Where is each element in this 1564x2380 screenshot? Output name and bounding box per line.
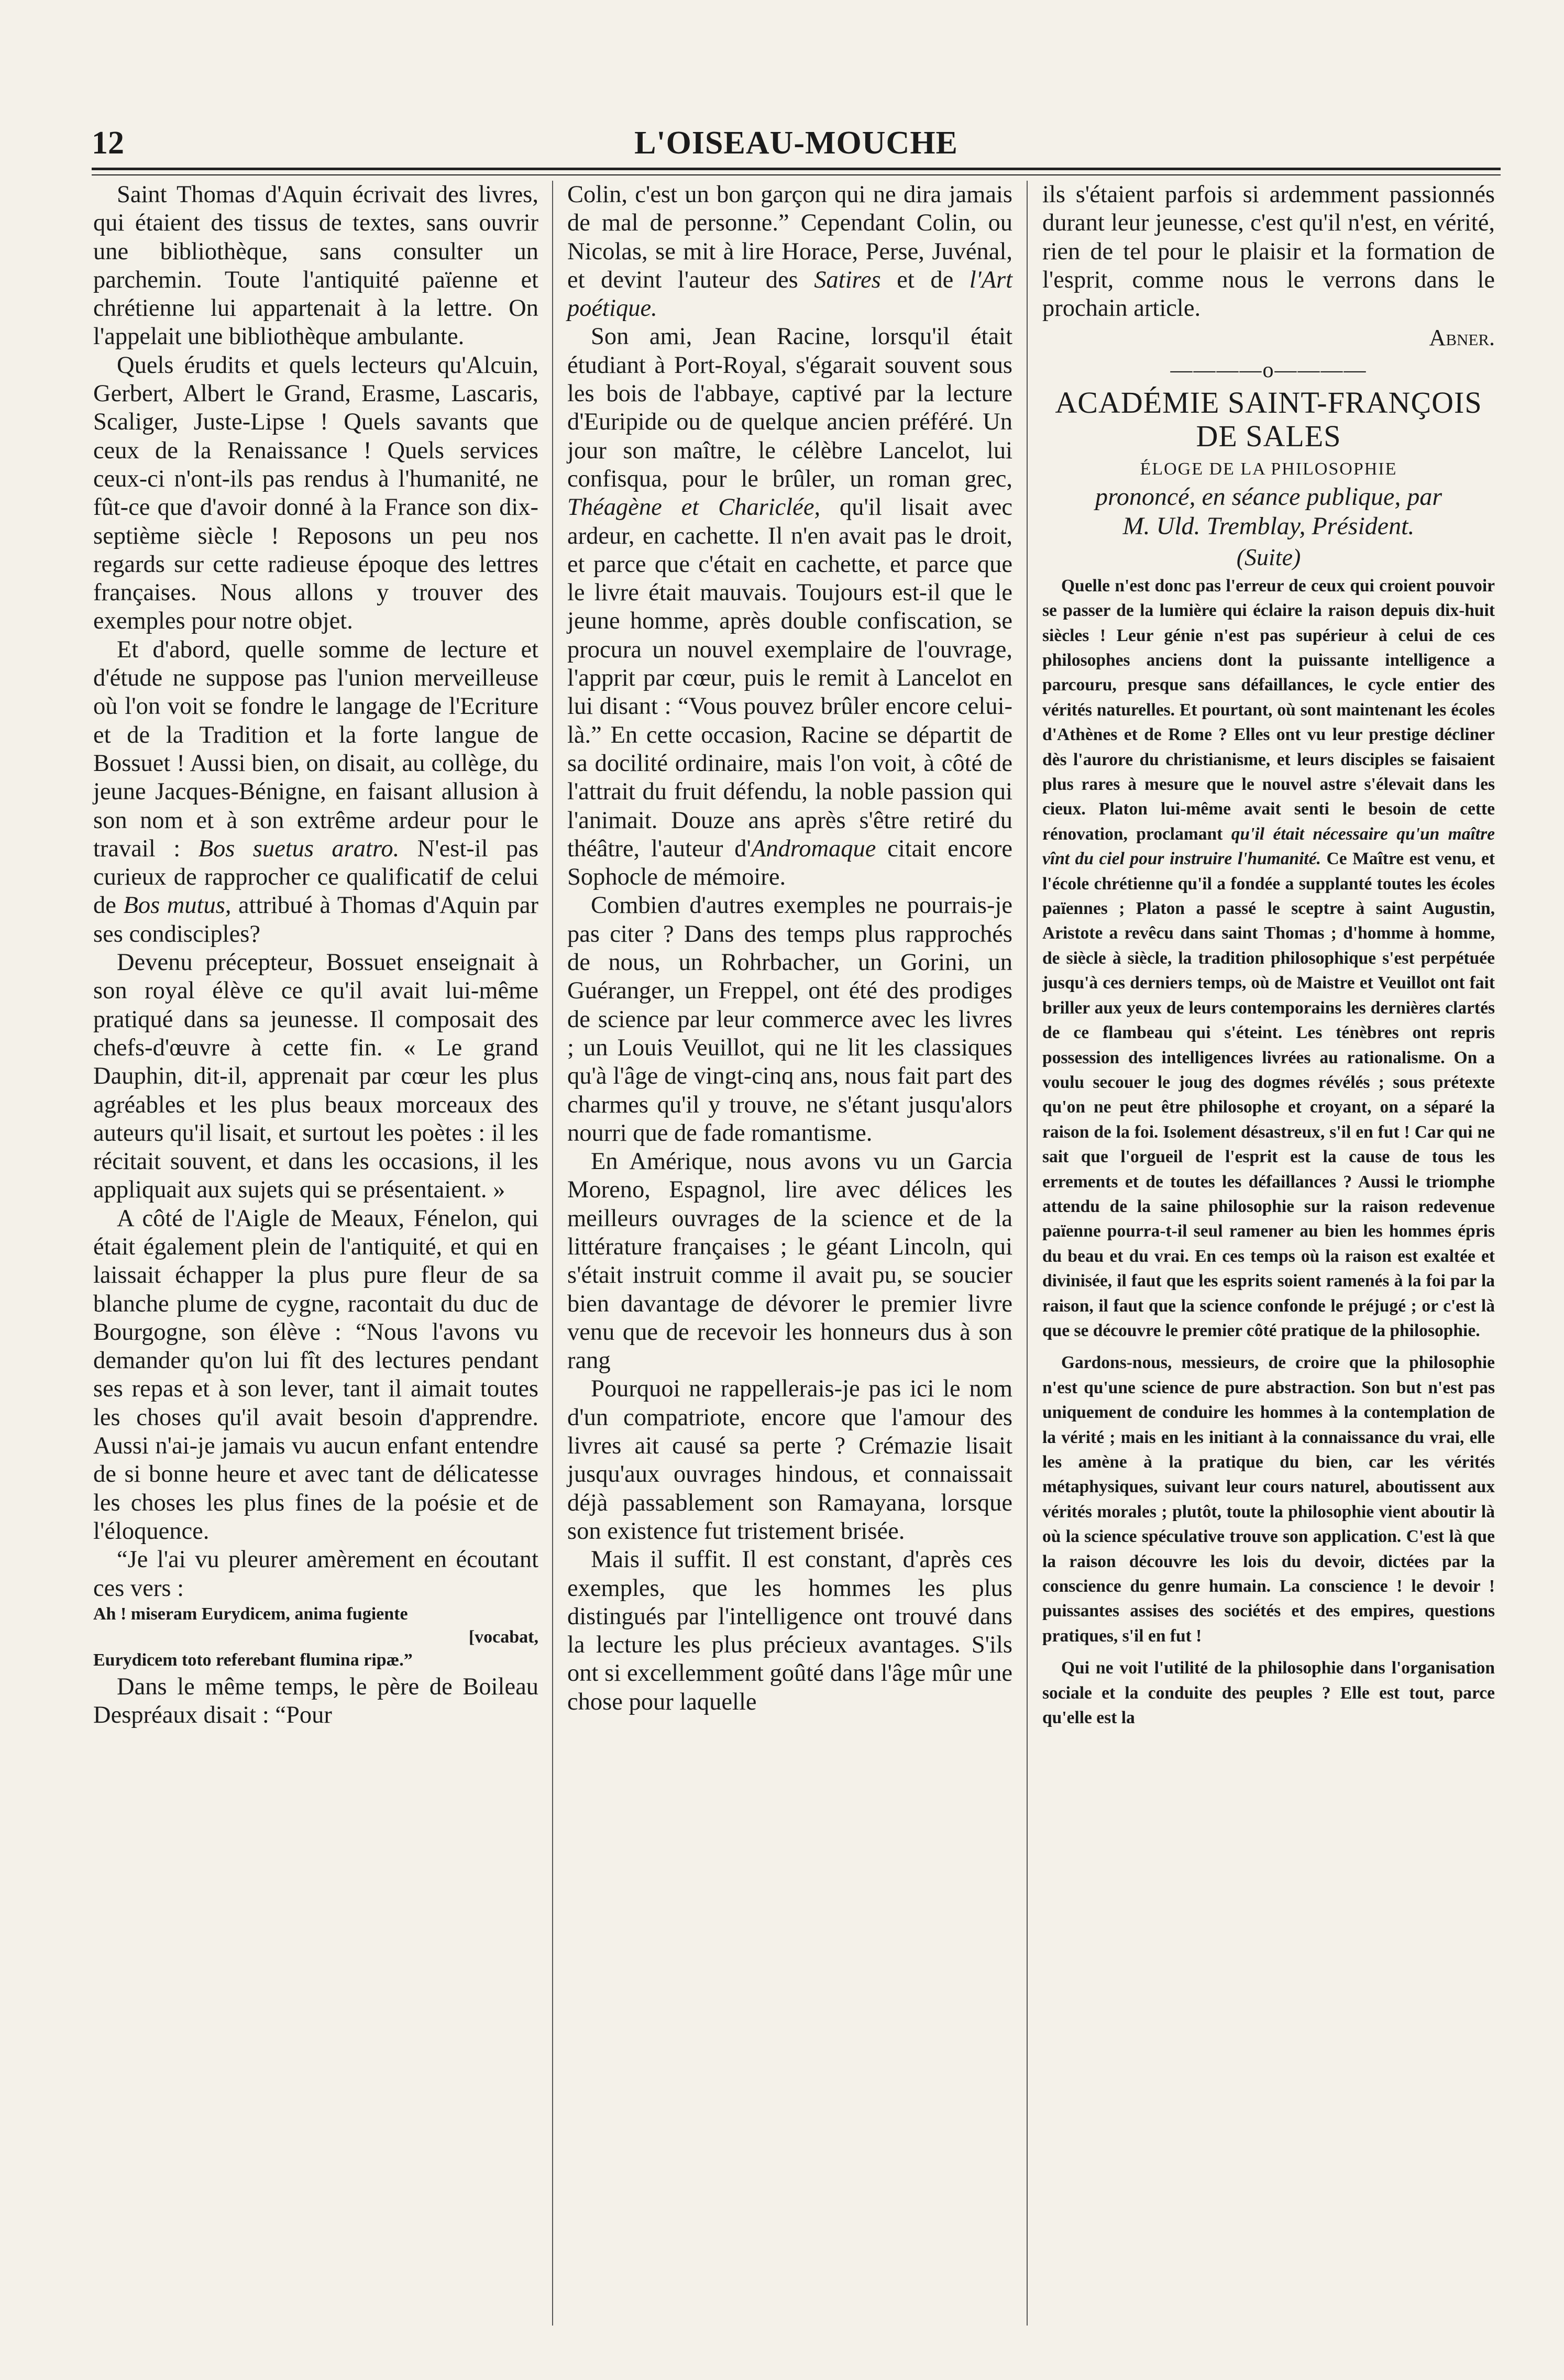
page-number: 12 bbox=[92, 125, 124, 161]
article-title: ACADÉMIE SAINT-FRANÇOIS bbox=[1055, 385, 1482, 420]
article-author: M. Uld. Tremblay, Président. bbox=[1122, 512, 1415, 540]
article-subtitle: ÉLOGE DE LA PHILOSOPHIE bbox=[1140, 459, 1397, 479]
column-divider-1 bbox=[552, 181, 553, 2326]
paragraph: Et d'abord, quelle somme de lecture et d'étude ne suppose pas l'union merveilleuse où l'on voit se fondre le langage de l'Ecriture et de la Tradition et la forte langue de Bossuet ! Aussi bien, on disait, au collège, du jeune Jacques-Bénigne, en faisant allusion à son nom et à son extrême ardeur pour le travail : Bos suetus aratro. N'est-il pas curieux de rapprocher ce qualificatif de celui de Bos mutus, attribué à Thomas d'Aquin par ses condisciples? bbox=[93, 636, 539, 947]
paragraph: Devenu précepteur, Bossuet enseignait à son royal élève ce qu'il avait lui-même pratiqué dans sa jeunesse. Il composait des chefs-d'œuvre à cette fin. « Le grand Dauphin, dit-il, apprenait par cœur les plus agréables et les plus beaux morceaux des auteurs qu'il lisait, et surtout les poètes : il les récitait souvent, et dans les occasions, il les appliquait aux sujets qui se présentaient. » bbox=[93, 949, 538, 1204]
verse-line-continuation: [vocabat, bbox=[468, 1627, 538, 1647]
continuation-label: (Suite) bbox=[1236, 543, 1301, 570]
article-body bbox=[1042, 574, 1495, 1731]
latin-verse-quote bbox=[93, 1603, 538, 1672]
verse-line: Ah ! miseram Eurydicem, anima fugiente bbox=[93, 1604, 408, 1624]
italic-quote: qu'il était nécessaire qu'un maître vînt du ciel pour instruire l'humanité. bbox=[1042, 824, 1495, 869]
page-header bbox=[92, 125, 1501, 161]
italic-quote: Bos suetus aratro. bbox=[198, 835, 400, 862]
paragraph: Pourquoi ne rappellerais-je pas ici le nom d'un compatriote, encore que l'amour des livres ait causé sa perte ? Crémazie lisait jusqu'aux ouvrages hindous, et connaissait déjà passablement son Ramayana, lorsque son existence fut tristement brisée. bbox=[567, 1375, 1012, 1545]
verse-line: Eurydicem toto referebant flumina ripæ.” bbox=[93, 1650, 413, 1670]
paragraph: Qui ne voit l'utilité de la philosophie dans l'organisation sociale et la conduite des peuples ? Elle est tout, parce qu'elle est la bbox=[1042, 1658, 1495, 1728]
paragraph: Quels érudits et quels lecteurs qu'Alcuin, Gerbert, Albert le Grand, Erasme, Lascaris, Scaliger, Juste-Lipse ! Quels savants que ceux de la Renaissance ! Quels services ceux-ci n'ont-ils pas rendus à l'humanité, ne fût-ce que d'avoir donné à la France son dix-septième siècle ! Reposons un peu nos regards sur cette radieuse époque des lettres françaises. Nous allons y trouver des exemples pour notre objet. bbox=[93, 351, 538, 635]
paragraph: Dans le même temps, le père de Boileau Despréaux disait : “Pour bbox=[93, 1673, 538, 1729]
italic-title: l'Art poétique. bbox=[567, 266, 1013, 322]
italic-title: Satires bbox=[814, 266, 881, 293]
header-rule-thin bbox=[92, 174, 1501, 175]
paragraph: “Je l'ai vu pleurer amèrement en écoutant ces vers : bbox=[93, 1546, 538, 1602]
column-3 bbox=[1042, 181, 1495, 1730]
paragraph: Gardons-nous, messieurs, de croire que la philosophie n'est qu'une science de pure abstraction. Son but n'est pas uniquement de conduire les hommes à la contemplation de la vérité ; mais en les initiant à la connaissance du vrai, elle les amène à la pratique du bien, car les vérités métaphysiques, suivant leur cours naturel, aboutissent aux vérités morales ; plutôt, toute la philosophie vient aboutir là où la science spéculative trouve son application. C'est là que la raison découvre les lois du devoir, dictées par la conscience du genre humain. La conscience ! le devoir ! puissantes assises des sociétés et des empires, questions pratiques, s'il en fut ! bbox=[1042, 1353, 1495, 1646]
header-rule-thick bbox=[92, 168, 1501, 170]
paragraph: ils s'étaient parfois si ardemment passionnés durant leur jeunesse, c'est qu'il n'est, en vérité, rien de tel pour le plaisir et la formation de l'esprit, comme nous le verrons dans le prochain article. bbox=[1042, 181, 1495, 322]
paragraph: Saint Thomas d'Aquin écrivait des livres, qui étaient des tissus de textes, sans ouvrir une bibliothèque, sans consulter un parchemin. Toute l'antiquité païenne et chrétienne lui appartenait à la lettre. On l'appelait une bibliothèque ambulante. bbox=[93, 181, 538, 350]
section-separator: ————o———— bbox=[1170, 358, 1367, 382]
paragraph: Son ami, Jean Racine, lorsqu'il était étudiant à Port-Royal, s'égarait souvent sous les bois de l'abbaye, captivé par la lecture d'Euripide ou de quelque ancien préféré. Un jour son maître, le célèbre Lancelot, lui confisqua, pour le brûler, un roman grec, Théagène et Chariclée, qu'il lisait avec ardeur, en cachette. Il n'en avait pas le droit, et parce que c'était en cachette, et parce que le livre était mauvais. Toujours est-il que le jeune homme, après double confiscation, se procura un nouvel exemplaire de l'ouvrage, l'apprit par cœur, puis le remit à Lancelot en lui disant : “Vous pouvez brûler encore celui-là.” En cette occasion, Racine se départit de sa docilité ordinaire, mais l'on voit, à côté de l'attrait du fruit défendu, la noble passion qui l'animait. Douze ans après s'être retiré du théâtre, l'auteur d'Andromaque citait encore Sophocle de mémoire. bbox=[567, 323, 1013, 891]
italic-quote: Bos mutus, bbox=[123, 892, 232, 919]
paragraph: Combien d'autres exemples ne pourrais-je pas citer ? Dans des temps plus rapprochés de nous, un Rohrbacher, un Gorini, un Guéranger, un Freppel, ont été des prodiges de science par leur commerce avec les livres ; un Louis Veuillot, qui ne lit les classiques qu'à l'âge de vingt-cinq ans, nous fait part des charmes qu'il y trouve, ne s'étant jusqu'alors nourri que de fade romantisme. bbox=[567, 892, 1012, 1147]
column-1 bbox=[93, 181, 538, 1729]
paragraph: A côté de l'Aigle de Meaux, Fénelon, qui était également plein de l'antiquité, et qui en laissait échapper la plus pure fleur de sa blanche plume de cygne, racontait du duc de Bourgogne, son élève : “Nous l'avons vu demander qu'on lui fît des lectures pendant ses repas et à son lever, tant il aimait toutes les choses qu'il avait besoin d'apprendre. Aussi n'ai-je jamais vu aucun enfant entendre de si bonne heure et avec tant de délicatesse les choses les plus fines de la poésie et de l'éloquence. bbox=[93, 1205, 538, 1545]
column-divider-2 bbox=[1027, 181, 1028, 2326]
column-2 bbox=[567, 181, 1012, 1716]
article-byline: prononcé, en séance publique, par bbox=[1095, 482, 1442, 511]
paragraph: Colin, c'est un bon garçon qui ne dira jamais de mal de personne.” Cependant Colin, ou Nicolas, se mit à lire Horace, Perse, Juvénal, et devint l'auteur des Satires et de l'Art poétique. bbox=[567, 181, 1013, 322]
article-title-line-2: DE SALES bbox=[1196, 418, 1341, 453]
paragraph: Quelle n'est donc pas l'erreur de ceux qui croient pouvoir se passer de la lumière qui éclaire la raison depuis dix-huit siècles ! Leur génie n'est pas supérieur à celui de ces philosophes anciens dont la puissante intelligence a parcouru, presque sans défaillances, le cycle entier des vérités naturelles. Et pourtant, où sont maintenant les écoles d'Athènes et de Rome ? Elles ont vu leur prestige décliner dès l'aurore du christianisme, et leurs disciples se faisaient plus rares à mesure que le nouvel astre s'élevait dans les cieux. Platon lui-même avait senti le besoin de cette rénovation, proclamant qu'il était nécessaire qu'un maître vînt du ciel pour instruire l'humanité. Ce Maître est venu, et l'école chrétienne qu'il a fondée a supplanté toutes les écoles païennes ; Platon a passé le sceptre à saint Augustin, Aristote a revêcu dans saint Thomas ; d'homme à homme, de siècle à siècle, la tradition philosophique s'est perpétuée jusqu'à ces derniers temps, où de Maistre et Veuillot ont fait briller aux yeux de leurs contemporains les dernières clartés de ce flambeau qui s'éteint. Les ténèbres ont repris possession des intelligences livrées au rationalisme. On a voulu secouer le joug des dogmes révélés ; sous prétexte qu'on ne peut être philosophe et croyant, on a séparé la raison de la foi. Isolement désastreux, s'il en fut ! Car qui ne sait que l'orgueil de l'esprit est la cause de tous les errements et de toutes les défaillances ? Aussi le triomphe attendu de la saine philosophie sur la raison redevenue païenne pourra-t-il seul ramener au bien les hommes épris du beau et du vrai. En ces temps où la raison est exaltée et divinisée, il faut que les esprits soient ramenés à la foi par la raison, il faut que la science confonde le préjugé ; or c'est là que se découvre le premier côté pratique de la philosophie. bbox=[1042, 576, 1495, 1340]
italic-title: Andromaque bbox=[751, 835, 876, 862]
author-signature: Abner. bbox=[1429, 325, 1495, 351]
italic-title: Théagène et Chariclée, bbox=[567, 494, 821, 521]
masthead-title: L'OISEAU-MOUCHE bbox=[634, 125, 958, 161]
paragraph: Mais il suffit. Il est constant, d'après ces exemples, que les hommes les plus distingués par l'intelligence ont trouvé dans la lecture les plus précieux avantages. S'ils ont si excellemment goûté dans l'âge mûr une chose pour laquelle bbox=[567, 1546, 1012, 1715]
paragraph: En Amérique, nous avons vu un Garcia Moreno, Espagnol, lire avec délices les meilleurs ouvrages de la science et de la littérature françaises ; le géant Lincoln, qui s'était instruit comme il avait pu, se soucier bien davantage de dévorer le premier livre venu que de recevoir les honneurs dus à son rang bbox=[567, 1148, 1012, 1374]
